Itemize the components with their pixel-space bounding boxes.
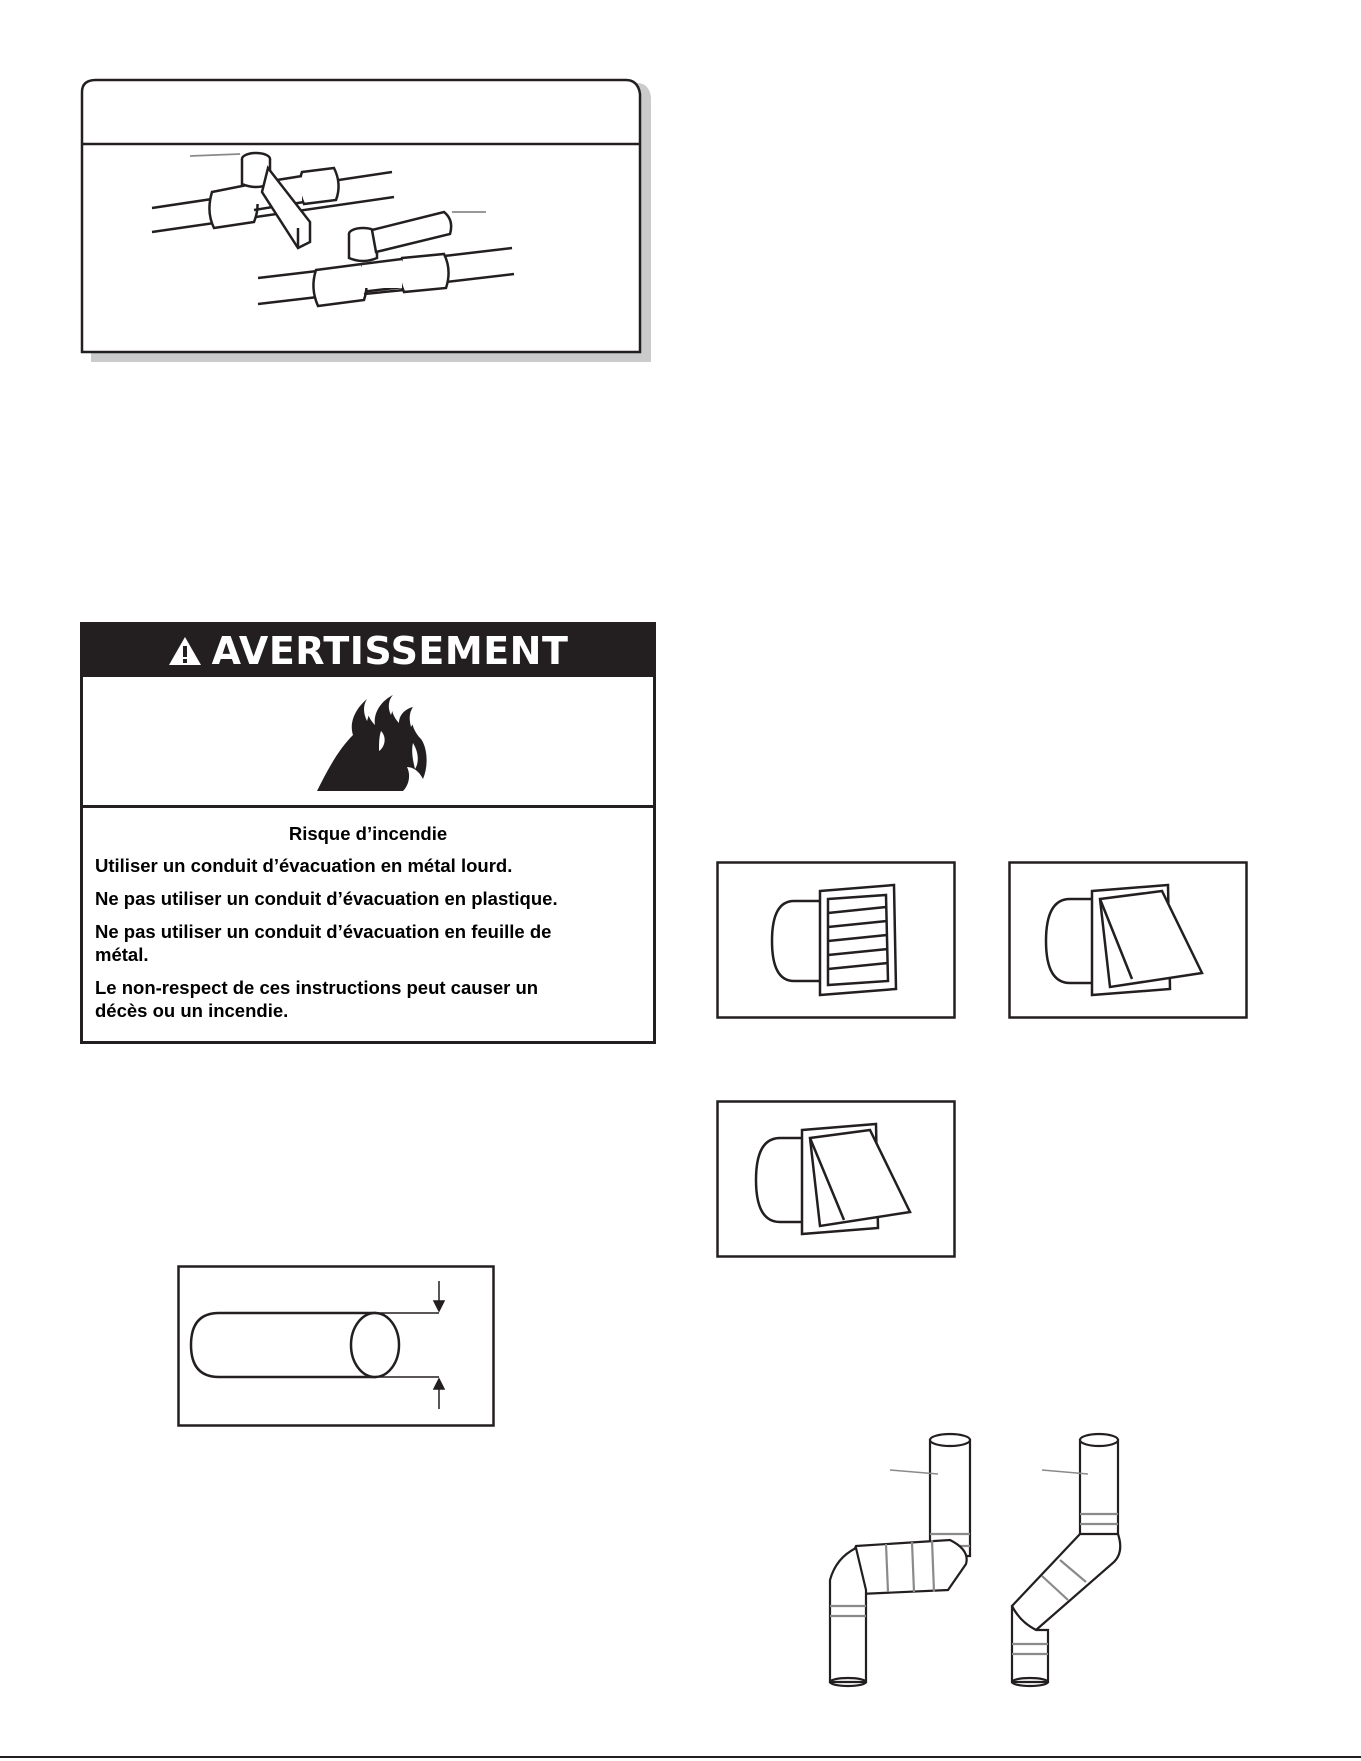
box-hood-illustration (1008, 861, 1248, 1019)
duct-diameter-illustration (177, 1265, 495, 1427)
warning-header (83, 625, 653, 677)
warning-line: Utiliser un conduit d’évacuation en métal lourd. (95, 855, 513, 876)
footer-rule (0, 1756, 1361, 1758)
warning-header-text: AVERTISSEMENT (211, 629, 569, 673)
warning-body (83, 808, 653, 1022)
warning-subtitle: Risque d’incendie (288, 823, 448, 844)
warning-line: Le non-respect de ces instructions peut causer un décès ou un incendie. (95, 977, 539, 1021)
warning-line: Ne pas utiliser un conduit d’évacuation en feuille de métal. (95, 921, 552, 965)
warning-triangle-icon (168, 636, 202, 666)
warning-line: Ne pas utiliser un conduit d’évacuation en plastique. (95, 888, 558, 909)
fire-icon (309, 687, 439, 795)
fire-warning-box (80, 622, 656, 1044)
warning-image-area (83, 677, 653, 808)
louvered-hood-illustration (716, 861, 956, 1019)
valve-illustration (72, 72, 652, 362)
angled-hood-illustration (716, 1100, 956, 1258)
elbow-duct-illustration (806, 1430, 1186, 1690)
